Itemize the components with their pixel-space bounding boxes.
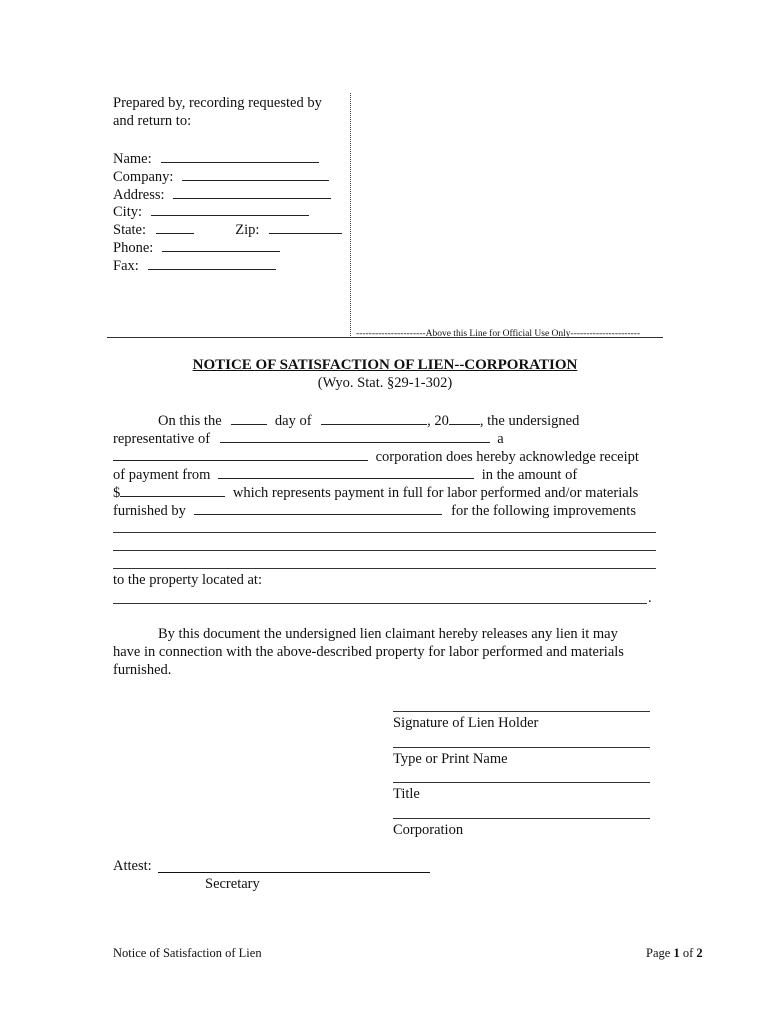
signature-line[interactable]: [393, 711, 650, 712]
day-of-text: day of: [274, 413, 312, 429]
corp-acknowledge-text: corporation does hereby acknowledge receipt: [375, 449, 639, 465]
signature-label: Signature of Lien Holder: [393, 715, 539, 731]
prepared-by-label: Prepared by, recording requested by: [113, 95, 322, 111]
following-improvements-text: for the following improvements: [451, 503, 636, 519]
furnished-by-text: furnished by: [113, 503, 186, 519]
document-title: NOTICE OF SATISFACTION OF LIEN--CORPORATION: [192, 357, 578, 373]
body-line-3: [113, 447, 639, 466]
a-text: a: [497, 431, 504, 447]
day-field[interactable]: [231, 411, 267, 425]
property-address-line[interactable]: [113, 603, 647, 604]
release-line-3: furnished.: [113, 662, 172, 678]
city-label: City:: [113, 204, 143, 220]
state-field[interactable]: [156, 220, 194, 234]
payment-from-field[interactable]: [218, 465, 474, 479]
footer-page-number: [646, 945, 703, 962]
representative-of-field[interactable]: [220, 429, 490, 443]
print-name-line[interactable]: [393, 747, 650, 748]
page-of: of: [682, 946, 694, 960]
footer-document-name: Notice of Satisfaction of Lien: [113, 946, 262, 960]
phone-field[interactable]: [162, 238, 280, 252]
address-field[interactable]: [173, 185, 331, 199]
dollar-sign: $: [113, 485, 121, 501]
improvements-line-2[interactable]: [113, 550, 656, 551]
on-this-text: On this the: [158, 413, 222, 429]
representative-of-text: representative of: [113, 431, 211, 447]
secretary-label: Secretary: [205, 876, 260, 892]
company-row: [113, 167, 329, 186]
release-line-2: have in connection with the above-described property for labor performed and materials: [113, 644, 624, 660]
title-line[interactable]: [393, 782, 650, 783]
phone-row: [113, 238, 280, 257]
release-line-1: By this document the undersigned lien claimant hereby releases any lien it may: [158, 626, 618, 642]
month-field[interactable]: [321, 411, 427, 425]
state-label: State:: [113, 222, 147, 238]
body-line-1: [158, 411, 579, 430]
company-field[interactable]: [182, 167, 329, 181]
payment-from-text: of payment from: [113, 467, 211, 483]
official-use-note: ----------------------Above this Line for Official Use Only----------------------: [356, 329, 641, 339]
fax-label: Fax:: [113, 258, 139, 274]
name-row: [113, 149, 319, 168]
property-located-label: to the property located at:: [113, 572, 262, 588]
statute-reference: (Wyo. Stat. §29-1-302): [317, 375, 453, 391]
zip-label: Zip:: [235, 222, 260, 238]
name-field[interactable]: [161, 149, 319, 163]
corporation-state-field[interactable]: [113, 447, 368, 461]
body-line-4: [113, 465, 577, 484]
corporation-line[interactable]: [393, 818, 650, 819]
zip-field[interactable]: [269, 220, 342, 234]
print-name-label: Type or Print Name: [393, 751, 508, 767]
property-period: .: [648, 590, 652, 606]
address-label: Address:: [113, 187, 165, 203]
undersigned-text: , the undersigned: [479, 413, 580, 429]
body-line-2: [113, 429, 504, 448]
represents-payment-text: which represents payment in full for labor performed and/or materials: [232, 485, 639, 501]
corporation-label: Corporation: [393, 822, 464, 838]
company-label: Company:: [113, 169, 174, 185]
amount-field[interactable]: [120, 483, 225, 497]
furnished-by-field[interactable]: [194, 501, 442, 515]
return-to-label: and return to:: [113, 113, 192, 129]
comma-20-text: , 20: [427, 413, 449, 429]
attest-line[interactable]: [158, 872, 430, 873]
recording-divider-vertical: [350, 93, 351, 338]
fax-row: [113, 256, 276, 275]
state-zip-row: [113, 220, 342, 239]
city-row: [113, 202, 309, 221]
official-use-rule: [107, 337, 663, 338]
phone-label: Phone:: [113, 240, 154, 256]
fax-field[interactable]: [148, 256, 276, 270]
improvements-line-1[interactable]: [113, 532, 656, 533]
amount-of-text: in the amount of: [481, 467, 578, 483]
name-label: Name:: [113, 151, 152, 167]
page-total: 2: [696, 946, 703, 960]
page-current: 1: [673, 946, 680, 960]
body-line-5: [113, 483, 638, 502]
attest-label: Attest:: [113, 858, 152, 874]
page-prefix: Page: [646, 946, 671, 960]
city-field[interactable]: [151, 202, 309, 216]
body-line-6: [113, 501, 636, 520]
improvements-line-3[interactable]: [113, 568, 656, 569]
title-label: Title: [393, 786, 420, 802]
year-field[interactable]: [449, 411, 480, 425]
